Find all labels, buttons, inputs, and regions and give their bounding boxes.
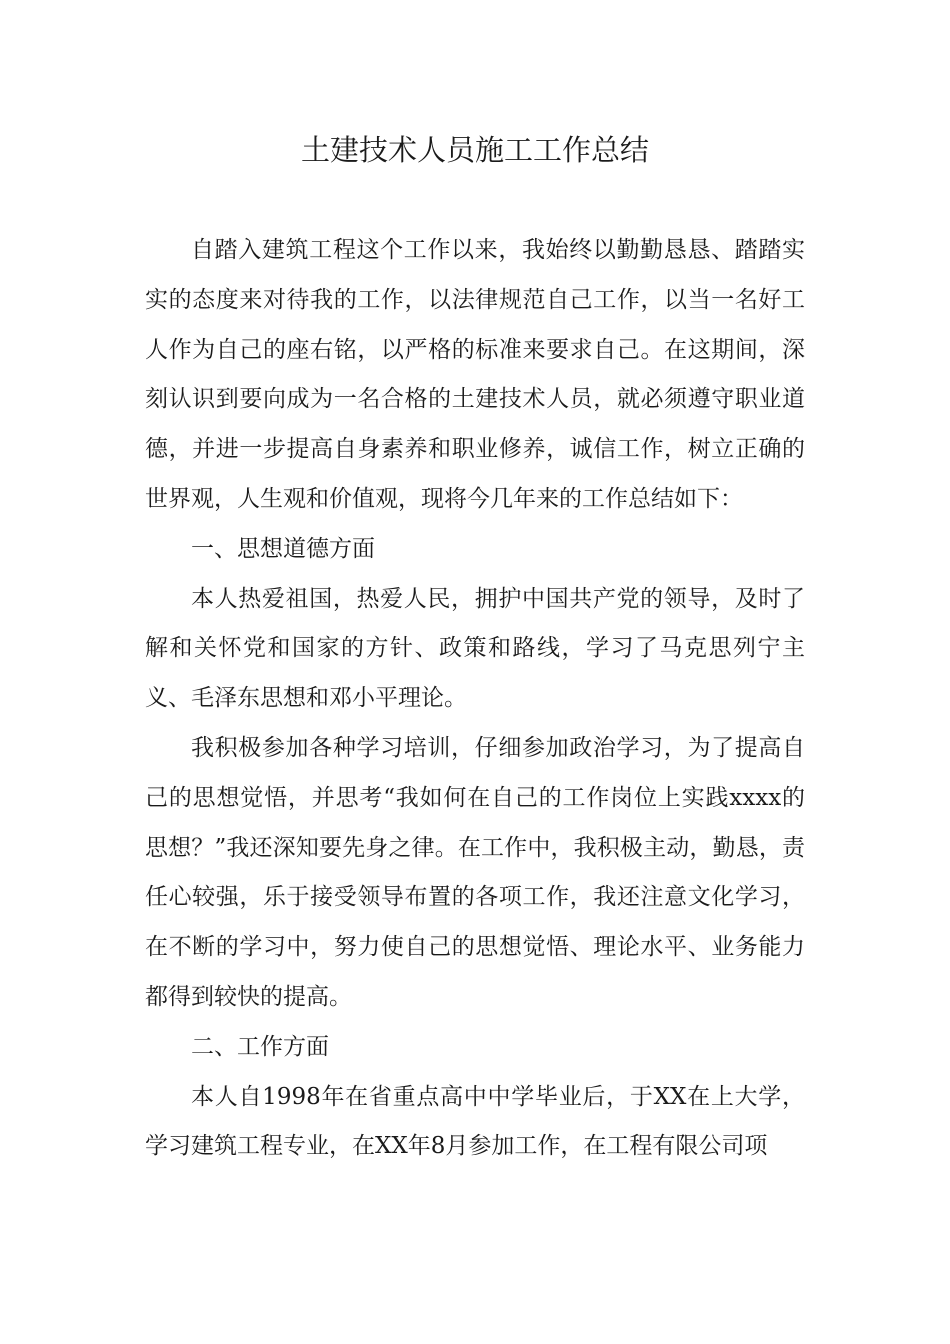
section-heading-work: 二、工作方面 (191, 1033, 329, 1060)
document-title: 土建技术人员施工工作总结 (300, 133, 649, 167)
paragraph-study: 我积极参加各种学习培训，仔细参加政治学习，为了提高自己的思想觉悟，并思考“我如何在自己的工作岗位上实践xxxx的思想？”我还深知要先身之律。在工作中，我积极主动，勤恳，责任心较强，乐于接受领导布置的各项工作，我还注意文化学习，在不断的学习中，努力使自己的思想觉悟、理论水平、业务能力都得到较快的提高。 (145, 734, 805, 1010)
paragraph-patriotism: 本人热爱祖国，热爱人民，拥护中国共产党的领导，及时了解和关怀党和国家的方针、政策和路线，学习了马克思列宁主义、毛泽东思想和邓小平理论。 (145, 585, 805, 712)
paragraph-intro: 自踏入建筑工程这个工作以来，我始终以勤勤恳恳、踏踏实实的态度来对待我的工作，以法律规范自己工作，以当一名好工人作为自己的座右铭，以严格的标准来要求自己。在这期间，深刻认识到要向成为一名合格的土建技术人员，就必须遵守职业道德，并进一步提高自身素养和职业修养，诚信工作，树立正确的世界观，人生观和价值观，现将今几年来的工作总结如下： (145, 237, 805, 512)
paragraph-career: 本人自1998年在省重点高中中学毕业后，于XX在上大学，学习建筑工程专业，在XX年8月参加工作，在工程有限公司项 (145, 1083, 805, 1160)
section-heading-ideology: 一、思想道德方面 (191, 535, 375, 562)
document-body (145, 226, 805, 1172)
